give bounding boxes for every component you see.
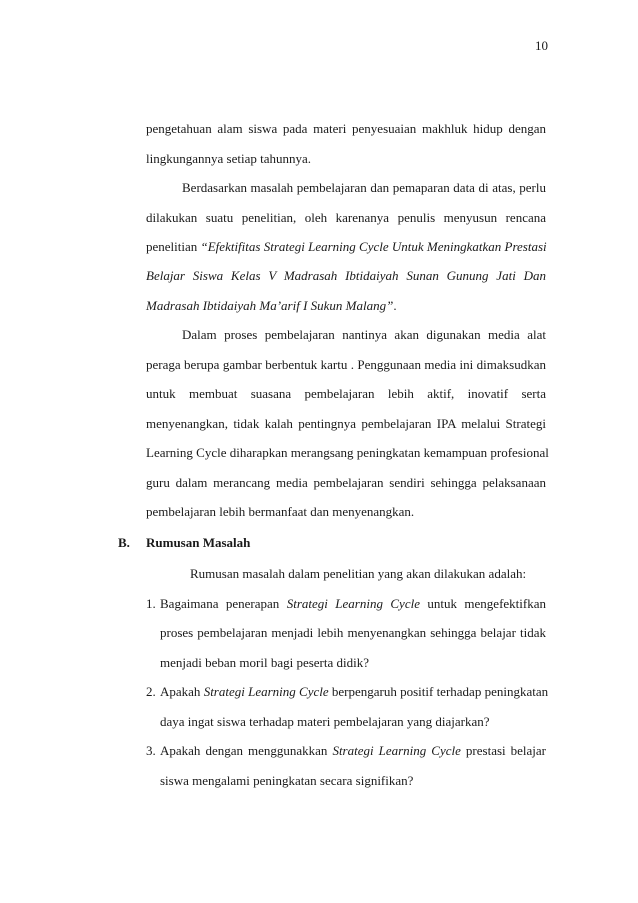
list-item bbox=[146, 596, 546, 612]
paragraph-line bbox=[146, 298, 546, 314]
list-number: 3. bbox=[146, 743, 156, 758]
research-title-italic: Madrasah Ibtidaiyah Ma’arif I Sukun Malang” bbox=[146, 298, 394, 313]
paragraph-line: guru dalam merancang media pembelajaran sendiri sehingga pelaksanaan bbox=[146, 475, 546, 490]
list-number: 1. bbox=[146, 596, 156, 611]
research-title-italic: Belajar Siswa Kelas V Madrasah Ibtidaiyah Sunan Gunung Jati Dan bbox=[146, 268, 546, 283]
section-heading bbox=[118, 535, 250, 551]
text-span: berpengaruh positif terhadap peningkatan bbox=[328, 684, 549, 699]
list-item-line: daya ingat siswa terhadap materi pembelajaran yang diajarkan? bbox=[160, 714, 490, 729]
text-span: penelitian bbox=[146, 239, 201, 254]
list-item-line: proses pembelajaran menjadi lebih menyenangkan sehingga belajar tidak bbox=[160, 625, 546, 640]
strategy-italic: Strategi Learning Cycle bbox=[286, 596, 420, 611]
paragraph-line bbox=[146, 239, 546, 255]
section-label: B. bbox=[118, 535, 130, 550]
strategy-italic: Strategi Learning Cycle bbox=[203, 684, 329, 699]
list-item-line: menjadi beban moril bagi peserta didik? bbox=[160, 655, 370, 670]
text-span: untuk mengefektifkan bbox=[419, 596, 546, 611]
list-item bbox=[146, 743, 546, 759]
paragraph-line bbox=[146, 268, 546, 284]
text-span: Apakah dengan menggunakkan bbox=[160, 743, 333, 758]
paragraph-line: Berdasarkan masalah pembelajaran dan pemaparan data di atas, perlu bbox=[182, 180, 546, 195]
list-number: 2. bbox=[146, 684, 156, 699]
paragraph-line: untuk membuat suasana pembelajaran lebih aktif, inovatif serta bbox=[146, 386, 546, 401]
text-span: Bagaimana penerapan bbox=[160, 596, 287, 611]
text-span: prestasi belajar bbox=[460, 743, 547, 758]
section-title: Rumusan Masalah bbox=[146, 535, 251, 550]
paragraph-line: Dalam proses pembelajaran nantinya akan digunakan media alat bbox=[182, 327, 546, 342]
list-item bbox=[146, 684, 549, 700]
paragraph-line: pembelajaran lebih bermanfaat dan menyenangkan. bbox=[146, 504, 415, 519]
section-intro: Rumusan masalah dalam penelitian yang akan dilakukan adalah: bbox=[190, 566, 527, 581]
paragraph-line: menyenangkan, tidak kalah pentingnya pembelajaran IPA melalui Strategi bbox=[146, 416, 546, 431]
research-title-italic: “Efektifitas Strategi Learning Cycle Untuk Meningkatkan Prestasi bbox=[200, 239, 547, 254]
paragraph-line: peraga berupa gambar berbentuk kartu . Penggunaan media ini dimaksudkan bbox=[146, 357, 546, 372]
page-number: 10 bbox=[535, 38, 548, 53]
paragraph-line: Learning Cycle diharapkan merangsang peningkatan kemampuan profesional bbox=[146, 445, 549, 460]
paragraph-line: lingkungannya setiap tahunnya. bbox=[146, 151, 311, 166]
text-span: Apakah bbox=[160, 684, 204, 699]
paragraph-line: pengetahuan alam siswa pada materi penyesuaian makhluk hidup dengan bbox=[146, 121, 546, 136]
strategy-italic: Strategi Learning Cycle bbox=[332, 743, 461, 758]
paragraph-line: dilakukan suatu penelitian, oleh karenanya penulis menyusun rencana bbox=[146, 210, 546, 225]
text-span: . bbox=[393, 298, 397, 313]
list-item-line: siswa mengalami peningkatan secara signifikan? bbox=[160, 773, 414, 788]
